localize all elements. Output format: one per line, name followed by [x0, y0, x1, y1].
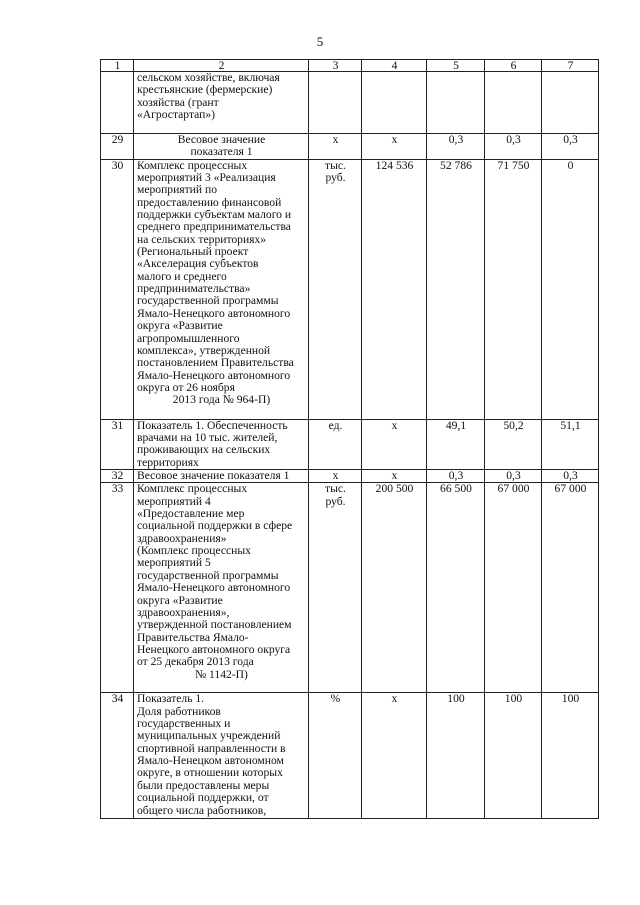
table-header-row [101, 60, 599, 72]
unit-line: х [332, 133, 339, 146]
indicators-table [100, 59, 599, 819]
description-line: предпринимательства» [137, 282, 251, 296]
header-cell: 2 [134, 60, 309, 72]
description-line: государственной программы [137, 294, 279, 308]
description-line: мероприятий 3 «Реализация [137, 171, 276, 185]
value-cell-c5: 66 500 [427, 483, 485, 693]
table-row [101, 159, 599, 419]
description-line: округе, в отношении которых [137, 766, 283, 780]
description-line: здравоохранения», [137, 605, 230, 619]
description-line: хозяйства (грант [137, 95, 219, 109]
table-row [101, 72, 599, 134]
value-cell-c4: х [362, 693, 427, 819]
unit-cell [309, 470, 362, 483]
unit-line: % [330, 692, 341, 706]
description-line: спортивной направленности в [137, 741, 286, 755]
description-line: Комплекс процессных [137, 482, 248, 496]
unit-cell [309, 483, 362, 693]
value-cell-c7: 0,3 [542, 134, 599, 160]
description-line: малого и среднего [137, 269, 227, 283]
description-line: общего числа работников, [137, 803, 267, 817]
description-line: Ненецкого автономного округа [137, 642, 291, 656]
description-line: крестьянские (фермерские) [137, 83, 273, 97]
description-line: поддержки субъектам малого и [137, 208, 292, 222]
unit-cell [309, 72, 362, 134]
value-cell-c4: х [362, 419, 427, 469]
description-line: Ямало-Ненецком автономном [137, 754, 284, 768]
unit-line: руб. [325, 171, 346, 185]
description-line: (Комплекс процессных [137, 544, 251, 558]
description-cell [134, 159, 309, 419]
description-line: № 1142-П) [195, 667, 248, 681]
description-line: «Предоставление мер [137, 507, 245, 521]
row-number-cell: 30 [101, 159, 134, 419]
value-cell-c5: 0,3 [427, 470, 485, 483]
description-line: «Акселерация субъектов [137, 257, 259, 271]
description-line: Ямало-Ненецкого автономного [137, 581, 291, 595]
row-number-cell: 33 [101, 483, 134, 693]
unit-cell [309, 159, 362, 419]
description-line: «Агростартап») [137, 108, 216, 122]
description-line: Весовое значение показателя 1 [137, 469, 290, 483]
unit-cell [309, 134, 362, 160]
description-line: (Региональный проект [137, 245, 249, 259]
description-line: комплекса», утвержденной [137, 343, 271, 357]
description-line: округа «Развитие [137, 593, 223, 607]
value-cell-c6 [485, 72, 542, 134]
table-row [101, 470, 599, 483]
value-cell-c6: 50,2 [485, 419, 542, 469]
description-line: округа от 26 ноября [137, 380, 235, 394]
row-number-cell: 32 [101, 470, 134, 483]
row-number-cell: 29 [101, 134, 134, 160]
unit-line: тыс. [325, 159, 346, 172]
value-cell-c7 [542, 72, 599, 134]
description-line: постановлением Правительства [137, 356, 294, 370]
value-cell-c6: 0,3 [485, 134, 542, 160]
header-cell: 6 [485, 60, 542, 72]
description-line: Комплекс процессных [137, 159, 248, 172]
description-line: Ямало-Ненецкого автономного [137, 306, 291, 320]
value-cell-c6: 0,3 [485, 470, 542, 483]
description-line: врачами на 10 тыс. жителей, [137, 431, 278, 445]
value-cell-c4: х [362, 134, 427, 160]
description-cell [134, 483, 309, 693]
value-cell-c7: 0 [542, 159, 599, 419]
value-cell-c4: 124 536 [362, 159, 427, 419]
header-cell: 1 [101, 60, 134, 72]
description-line: Доля работников [137, 704, 221, 718]
value-cell-c7: 67 000 [542, 483, 599, 693]
description-line: среднего предпринимательства [137, 220, 291, 234]
value-cell-c5: 100 [427, 693, 485, 819]
description-line: мероприятий 4 [137, 494, 211, 508]
value-cell-c5: 0,3 [427, 134, 485, 160]
description-line: Ямало-Ненецкого автономного [137, 368, 291, 382]
description-line: мероприятий 5 [137, 556, 211, 570]
description-line: агропромышленного [137, 331, 240, 345]
unit-cell [309, 419, 362, 469]
description-line: Весовое значение [177, 133, 266, 146]
unit-line: х [332, 469, 339, 483]
description-line: на сельских территориях» [137, 232, 267, 246]
description-line: территориях [137, 455, 199, 469]
header-cell: 4 [362, 60, 427, 72]
description-line: здравоохранения» [137, 531, 227, 545]
value-cell-c5 [427, 72, 485, 134]
unit-line: ед. [328, 419, 343, 432]
description-line: сельском хозяйстве, включая [137, 71, 280, 84]
table-row [101, 693, 599, 819]
value-cell-c7: 100 [542, 693, 599, 819]
description-line: проживающих на сельских [137, 443, 271, 457]
value-cell-c6: 67 000 [485, 483, 542, 693]
description-cell [134, 419, 309, 469]
row-number-cell: 31 [101, 419, 134, 469]
header-cell: 3 [309, 60, 362, 72]
row-number-cell: 34 [101, 693, 134, 819]
header-cell: 7 [542, 60, 599, 72]
table-body [101, 60, 599, 819]
table-row [101, 419, 599, 469]
value-cell-c4: 200 500 [362, 483, 427, 693]
unit-cell [309, 693, 362, 819]
value-cell-c7: 51,1 [542, 419, 599, 469]
table-row [101, 134, 599, 160]
value-cell-c5: 49,1 [427, 419, 485, 469]
description-line: Показатель 1. Обеспеченность [137, 419, 288, 432]
page-number: 5 [316, 34, 324, 49]
description-line: муниципальных учреждений [137, 729, 281, 743]
description-line: показателя 1 [190, 145, 253, 159]
value-cell-c4 [362, 72, 427, 134]
description-line: предоставлению финансовой [137, 195, 282, 209]
description-cell [134, 693, 309, 819]
description-line: Показатель 1. [137, 692, 205, 706]
description-cell [134, 470, 309, 483]
description-cell [134, 72, 309, 134]
description-line: от 25 декабря 2013 года [137, 655, 254, 669]
description-line: государственной программы [137, 568, 279, 582]
description-line: социальной поддержки в сфере [137, 519, 293, 533]
value-cell-c6: 100 [485, 693, 542, 819]
description-line: 2013 года № 964-П) [172, 393, 271, 407]
description-line: Правительства Ямало- [137, 630, 249, 644]
table-row [101, 483, 599, 693]
unit-line: руб. [325, 494, 346, 508]
description-cell [134, 134, 309, 160]
row-number-cell [101, 72, 134, 134]
value-cell-c5: 52 786 [427, 159, 485, 419]
description-line: социальной поддержки, от [137, 791, 269, 805]
description-line: были предоставлены меры [137, 778, 270, 792]
description-line: мероприятий по [137, 183, 217, 197]
value-cell-c4: х [362, 470, 427, 483]
value-cell-c7: 0,3 [542, 470, 599, 483]
value-cell-c6: 71 750 [485, 159, 542, 419]
unit-line: тыс. [325, 482, 346, 496]
description-line: утвержденной постановлением [137, 618, 292, 632]
description-line: государственных и [137, 717, 231, 731]
description-line: округа «Развитие [137, 319, 223, 333]
header-cell: 5 [427, 60, 485, 72]
